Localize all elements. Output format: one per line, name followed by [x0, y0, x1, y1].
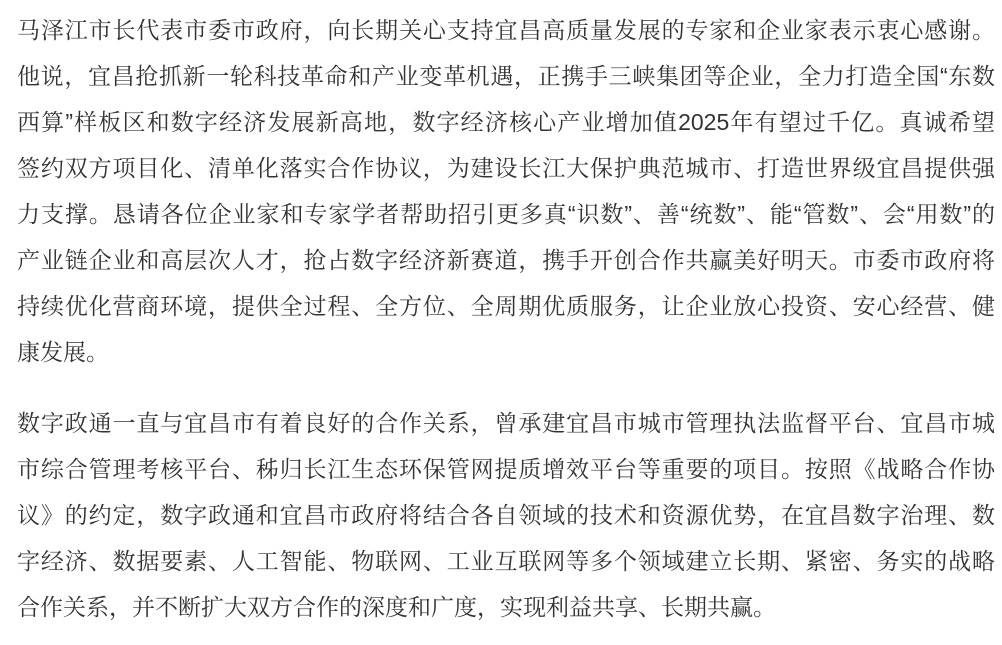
text-line: 西算”样板区和数字经济发展新高地，数字经济核心产业增加值2025年有望过千亿。真诚希望: [17, 109, 995, 135]
paragraph-2: [17, 400, 995, 630]
text-line: 市综合管理考核平台、秭归长江生态环保管网提质增效平台等重要的项目。按照《战略合作协: [17, 456, 995, 482]
text-line: 马泽江市长代表市委市政府，向长期关心支持宜昌高质量发展的专家和企业家表示衷心感谢。: [17, 17, 995, 43]
text-line: 产业链企业和高层次人才，抢占数字经济新赛道，携手开创合作共赢美好明天。市委市政府将: [17, 247, 995, 273]
text-line: 数字政通一直与宜昌市有着良好的合作关系，曾承建宜昌市城市管理执法监督平台、宜昌市城: [17, 410, 995, 436]
paragraph-1: [17, 7, 995, 375]
text-line: 字经济、数据要素、人工智能、物联网、工业互联网等多个领域建立长期、紧密、务实的战略: [17, 548, 995, 574]
text-line: 力支撑。恳请各位企业家和专家学者帮助招引更多真“识数”、善“统数”、能“管数”、会“用数”的: [17, 201, 995, 227]
text-line: 议》的约定，数字政通和宜昌市政府将结合各自领域的技术和资源优势，在宜昌数字治理、数: [17, 502, 995, 528]
text-line: 他说，宜昌抢抓新一轮科技革命和产业变革机遇，正携手三峡集团等企业，全力打造全国“东数: [17, 63, 995, 89]
text-line: 持续优化营商环境，提供全过程、全方位、全周期优质服务，让企业放心投资、安心经营、健: [17, 293, 995, 319]
text-line: 签约双方项目化、清单化落实合作协议，为建设长江大保护典范城市、打造世界级宜昌提供强: [17, 155, 995, 181]
text-line: 合作关系，并不断扩大双方合作的深度和广度，实现利益共享、长期共赢。: [17, 594, 776, 620]
text-line: 康发展。: [17, 339, 109, 365]
